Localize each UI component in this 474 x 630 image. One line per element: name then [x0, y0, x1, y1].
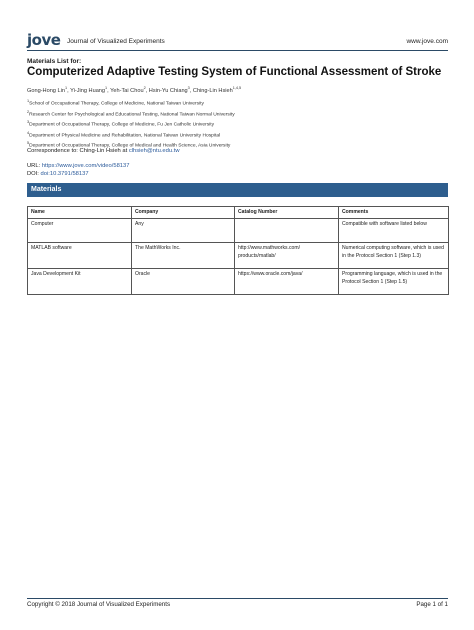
materials-section-title: Materials: [31, 186, 62, 193]
table-row: [28, 219, 449, 243]
table-row: [28, 269, 449, 295]
footer-copyright: Copyright © 2018 Journal of Visualized Experiments: [27, 601, 171, 608]
table-cell: Compatible with software listed below: [339, 219, 449, 243]
affiliation-item: $^2$Research Center for Psychological and Educational Testing, National Taiwan Normal University: [27, 109, 235, 118]
table-cell: The MathWorks Inc.: [132, 243, 235, 269]
table-cell: Any: [132, 219, 235, 243]
affiliation-item: $^1$School of Occupational Therapy, College of Medicine, National Taiwan University: [27, 99, 204, 107]
correspondence-label: Correspondence to: Ching-Lin Hsieh at: [27, 148, 129, 154]
author-list: Gong-Hong Lin$^1$, Yi-Jing Huang$^1$, Yeh-Tai Chou$^2$, Hsin-Yu Chiang$^3$, Ching-Lin Hsieh$^{1,4,5}$: [27, 86, 242, 94]
table-cell: Java Development Kit: [28, 269, 132, 295]
article-doi: [27, 171, 89, 177]
jove-logo[interactable]: jove: [27, 31, 61, 49]
table-cell: MATLAB software: [28, 243, 132, 269]
author-affiliation-mark: 1: [105, 86, 108, 90]
document-title: Computerized Adaptive Testing System of Functional Assessment of Stroke: [27, 66, 442, 78]
column-header-name: Name: [28, 207, 132, 219]
table-row: [28, 243, 449, 269]
table-cell[interactable]: https://www.oracle.com/java/: [235, 269, 339, 295]
doi-link[interactable]: doi:10.3791/58137: [40, 171, 89, 177]
table-cell[interactable]: http://www.mathworks.com/ products/matlab/: [235, 243, 339, 269]
footer-page-number: Page 1 of 1: [416, 601, 448, 608]
author-name: Yi-Jing Huang: [70, 87, 106, 94]
correspondence-email-link[interactable]: clhsieh@ntu.edu.tw: [128, 148, 180, 154]
author-affiliation-mark: 1,4,5: [232, 86, 242, 90]
article-url: [27, 163, 129, 169]
materials-list-label: Materials List for:: [27, 58, 82, 65]
author-affiliation-mark: 3: [187, 86, 190, 90]
column-header-comments: Comments: [339, 207, 449, 219]
materials-table: [27, 206, 449, 295]
url-label: URL:: [27, 163, 42, 169]
header-divider: [27, 50, 448, 51]
table-cell: Computer: [28, 219, 132, 243]
doi-label: DOI:: [27, 171, 41, 177]
table-cell: [235, 219, 339, 243]
author-name: Ching-Lin Hsieh: [192, 87, 233, 94]
affiliation-item: $^3$Department of Occupational Therapy, College of Medicine, Fu Jen Catholic University: [27, 120, 215, 128]
column-header-company: Company: [132, 207, 235, 219]
page-header: [27, 32, 448, 50]
table-header-row: [28, 207, 449, 219]
footer-divider: [27, 598, 448, 599]
materials-section-header: [27, 183, 448, 197]
affiliation-item: $^4$Department of Physical Medicine and Rehabilitation, National Taiwan University Hospital: [27, 130, 221, 139]
table-cell: Oracle: [132, 269, 235, 295]
correspondence: [27, 148, 180, 154]
table-cell: Programming language, which is used in the Protocol Section 1 (Step 1.5): [339, 269, 449, 295]
journal-name: Journal of Visualized Experiments: [67, 38, 165, 45]
affiliation-list: [27, 96, 447, 149]
author-affiliation-mark: 1: [64, 86, 68, 90]
header-url[interactable]: www.jove.com: [406, 38, 448, 45]
author-name: Yeh-Tai Chou: [110, 87, 144, 94]
article-url-link[interactable]: https://www.jove.com/video/58137: [41, 163, 130, 169]
author-name: Hsin-Yu Chiang: [148, 87, 188, 94]
table-cell: Numerical computing software, which is used in the Protocol Section 1 (Step 1.3): [339, 243, 449, 269]
column-header-catalog-number: Catalog Number: [235, 207, 339, 219]
author-affiliation-mark: 2: [143, 86, 146, 90]
author-name: Gong-Hong Lin: [27, 87, 65, 94]
affiliation-item: $^5$Department of Occupational Therapy, College of Medical and Health Science, Asia University: [27, 141, 231, 149]
